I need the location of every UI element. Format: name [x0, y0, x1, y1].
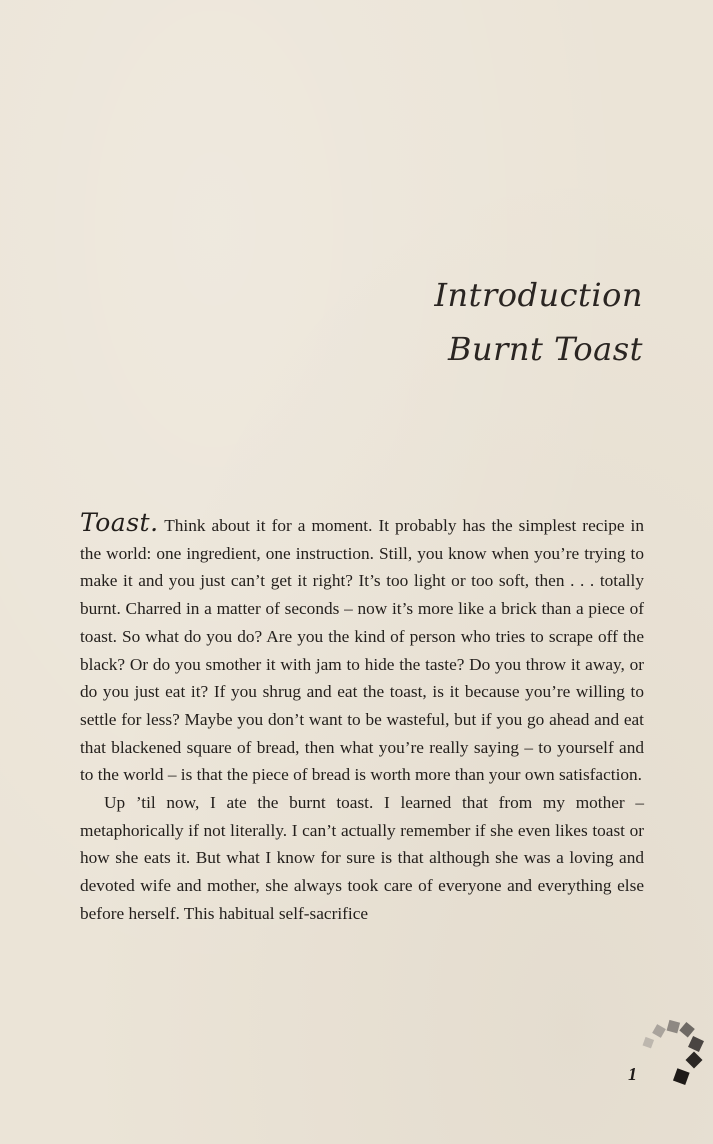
body-text — [80, 509, 644, 928]
page-number: 1 — [628, 1064, 637, 1084]
chapter-heading — [434, 268, 643, 376]
chapter-label: Introduction — [434, 276, 643, 314]
paragraph-2: Up ’til now, I ate the burnt toast. I learned that from my mother – metaphorically if not literally. I can’t actually remember if she even likes toast or how she eats it. But what I know for sure is that although she was a loving and devoted wife and mother, she always took care of everyone and everything else before herself. This habitual self-sacrifice — [80, 793, 644, 923]
scattered-squares-ornament-icon — [640, 1012, 710, 1092]
paragraph-1 — [80, 509, 644, 789]
paragraph-1-text: Think about it for a moment. It probably has the simplest recipe in the world: one ingredient, one instruction. Still, you know when you’re trying to make it and you just can’t get it right? It’s too light or too soft, then . . . totally burnt. Charred in a matter of seconds – now it’s more like a brick than a piece of toast. So what do you do? Are you the kind of person who tries to scrape off the black? Or do you smother it with jam to hide the taste? Do you throw it away, or do you just eat it? If you shrug and eat the toast, is it because you’re willing to settle for less? Maybe you don’t want to be wasteful, but if you go ahead and eat that blackened square of bread, then what you’re really saying – to yourself and to the world – is that the piece of bread is worth more than your own satisfaction. — [80, 516, 644, 785]
dropword: Toast. — [80, 508, 159, 537]
chapter-title: Burnt Toast — [447, 330, 643, 368]
